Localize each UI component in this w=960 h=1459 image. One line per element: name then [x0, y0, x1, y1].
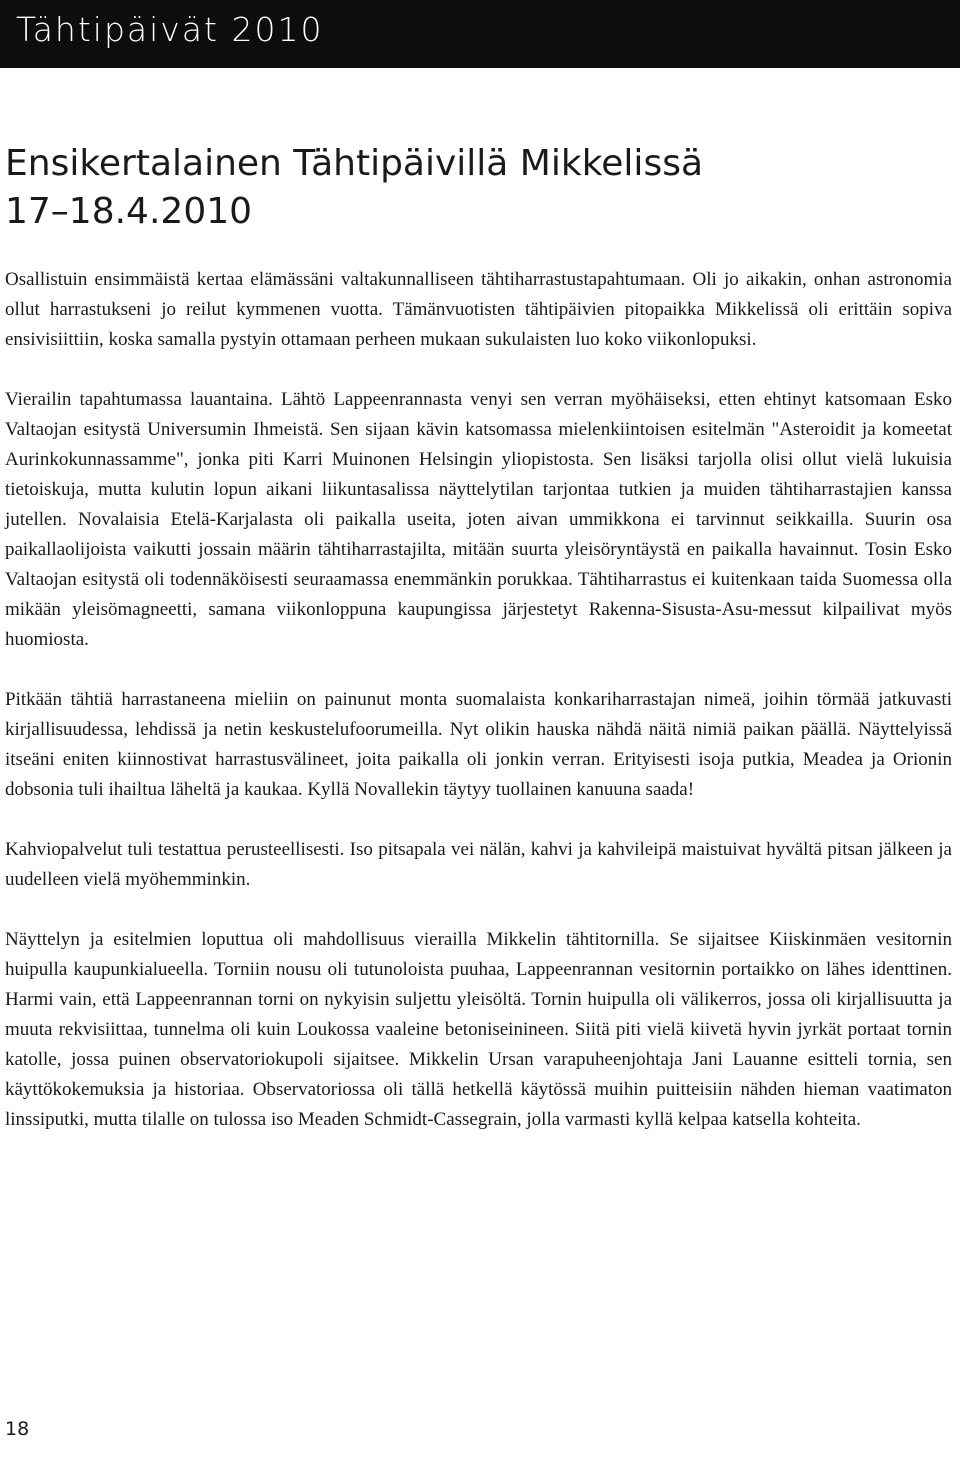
- article-title: [5, 140, 935, 236]
- header-title: Tähtipäivät 2010: [16, 10, 324, 49]
- paragraph-3: Pitkään tähtiä harrastaneena mieliin on painunut monta suomalaista konkariharrastajan nimeä, joihin törmää jatkuvasti kirjallisuudessa, lehdissä ja netin keskustelufoorumeilla. Nyt olikin hauska nähdä näitä nimiä paikan päällä. Näyttelyissä itseäni eniten kiinnostivat harrastusvälineet, joita paikalla oli jonkin verran. Erityisesti isoja putkia, Meadea ja Orionin dobsonia tuli ihailtua läheltä ja kaukaa. Kyllä Novallekin täytyy tuollainen kanuuna saada!: [5, 689, 952, 800]
- paragraph-4: Kahviopalvelut tuli testattua perusteellisesti. Iso pitsapala vei nälän, kahvi ja kahvileipä maistuivat hyvältä pitsan jälkeen ja uudelleen vielä myöhemminkin.: [5, 839, 952, 890]
- article-body: [5, 265, 952, 1135]
- paragraph-5: Näyttelyn ja esitelmien loputtua oli mahdollisuus vierailla Mikkelin tähtitornilla. Se sijaitsee Kiiskinmäen vesitornin huipulla kaupunkialueella. Torniin nousu oli tutunoloista puuhaa, Lappeenrannan vesitornin portaikko on lähes identtinen. Harmi vain, että Lappeenrannan torni on nykyisin suljettu yleisöltä. Tornin huipulla oli välikerros, jossa oli kirjallisuutta ja muuta rekvisiittaa, tunnelma oli kuin Loukossa vaaleine betoniseinineen. Siitä piti vielä kiivetä hyvin jyrkät portaat tornin katolle, jossa puinen observatoriokupoli sijaitsee. Mikkelin Ursan varapuheenjohtaja Jani Lauanne esitteli tornia, sen käyttökokemuksia ja historiaa. Observatoriossa oli tällä hetkellä käytössä muihin puitteisiin nähden hieman vaatimaton linssiputki, mutta tilalle on tulossa iso Meaden Schmidt-Cassegrain, jolla varmasti kyllä kelpaa katsella kohteita.: [5, 929, 952, 1130]
- paragraph-2: Vierailin tapahtumassa lauantaina. Lähtö Lappeenrannasta venyi sen verran myöhäiseksi, etten ehtinyt katsomaan Esko Valtaojan esitystä Universumin Ihmeistä. Sen sijaan kävin katsomassa mielenkiintoisen esitelmän "Asteroidit ja komeetat Aurinkokunnassamme", jonka piti Karri Muinonen Helsingin yliopistosta. Sen lisäksi tarjolla olisi ollut vielä lukuisia tietoiskuja, mutta kulutin lopun aikani liikuntasalissa näyttelytilan tarjontaa tutkien ja muiden tähtiharrastajien kanssa jutellen. Novalaisia Etelä-Karjalasta oli paikalla useita, joten aivan ummikkona ei tarvinnut seikkailla. Suurin osa paikallaolijoista vaikutti jossain määrin tähtiharrastajilta, mitään suurta yleisöryntäystä en paikalla havainnut. Tosin Esko Valtaojan esitystä oli todennäköisesti seuraamassa enemmänkin porukkaa. Tähtiharrastus ei kuitenkaan taida Suomessa olla mikään yleisömagneetti, samana viikonloppuna kaupungissa järjestetyt Rakenna-Sisusta-Asu-messut kilpailivat myös huomiosta.: [5, 389, 952, 650]
- article-title-line-2: 17–18.4.2010: [5, 191, 253, 232]
- paragraph-1: Osallistuin ensimmäistä kertaa elämässäni valtakunnalliseen tähtiharrastustapahtumaan. Oli jo aikakin, onhan astronomia ollut harrastukseni jo reilut kymmenen vuotta. Tämänvuotisten tähtipäivien pitopaikka Mikkelissä oli erittäin sopiva ensivisiittiin, koska samalla pystyin ottamaan perheen mukaan sukulaisten luo koko viikonlopuksi.: [5, 269, 952, 350]
- article-title-line-1: Ensikertalainen Tähtipäivillä Mikkelissä: [5, 143, 704, 184]
- page-number: 18: [5, 1418, 30, 1440]
- header-bar: [0, 0, 960, 68]
